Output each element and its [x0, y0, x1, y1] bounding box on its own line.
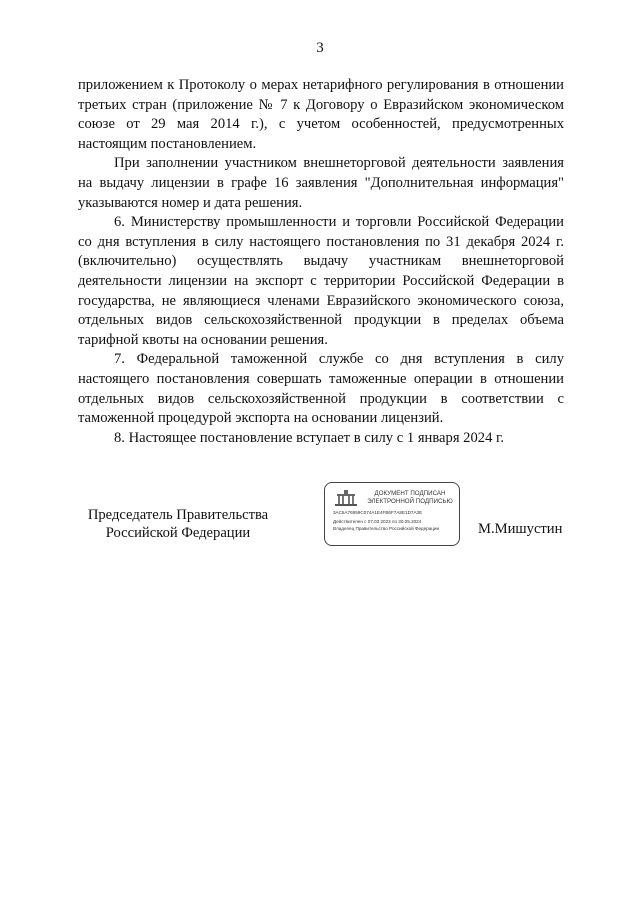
paragraph-item-8: 8. Настоящее постановление вступает в силу с 1 января 2024 г. — [114, 429, 504, 446]
government-building-icon — [333, 489, 359, 507]
page-number: 3 — [316, 40, 324, 56]
electronic-signature-stamp — [324, 482, 460, 546]
signatory-position — [78, 506, 278, 542]
stamp-owner: Владелец Правительство Российской Федерации — [333, 526, 440, 531]
document-body — [78, 76, 564, 448]
stamp-certificate-serial: 3AC5A76959C074A1E4FB6F7A8E1D7A3E — [333, 510, 423, 515]
stamp-title — [363, 490, 457, 506]
paragraph-license-application: При заполнении участником внешнеторговой деятельности заявления на выдачу лицензии в графе 16 заявления "Дополнительная информация" указываются номер и дата решения. — [78, 155, 564, 211]
paragraph-item-7: 7. Федеральной таможенной службе со дня вступления в силу настоящего постановления совершать таможенные операции в отношении отдельных видов сельскохозяйственной продукции в соответствии с таможенной процедурой экспорта на основании лицензий. — [78, 351, 564, 427]
signatory-position-line1: Председатель Правительства — [87, 507, 269, 523]
signatory-position-line2: Российской Федерации — [105, 525, 251, 541]
stamp-title-line2: ЭЛЕКТРОННОЙ ПОДПИСЬЮ — [367, 498, 453, 505]
paragraph-continuation: приложением к Протоколу о мерах нетарифного регулирования в отношении третьих стран (приложение № 7 к Договору о Евразийском экономическом союзе от 29 мая 2014 г.), с учетом особенностей, предусмотренных настоящим постановлением. — [78, 77, 564, 152]
paragraph-item-6: 6. Министерству промышленности и торговли Российской Федерации со дня вступления в силу настоящего постановления по 31 декабря 2024 г. (включительно) осуществлять выдачу участникам внешнеторговой деятельности лицензии на экспорт с территории Российской Федерации в государства, не являющиеся членами Евразийского экономического союза, отдельных видов сельскохозяйственной продукции в пределах объема тарифной квоты на основании решения. — [78, 214, 564, 348]
stamp-title-line1: ДОКУМЕНТ ПОДПИСАН — [374, 490, 446, 497]
stamp-validity: Действителен с 07.03.2023 по 30.05.2024 — [333, 519, 422, 524]
signatory-name: М.Мишустин — [478, 521, 563, 537]
